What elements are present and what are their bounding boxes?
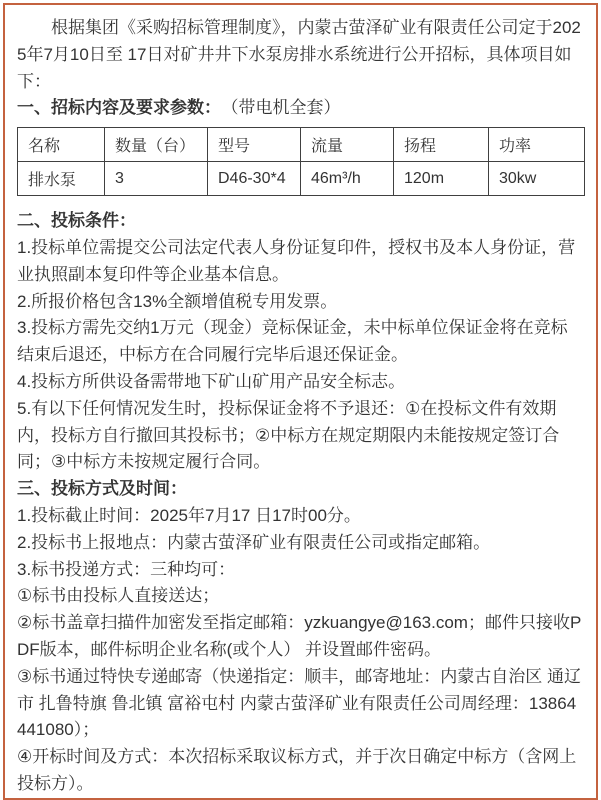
section1-heading <box>17 95 584 122</box>
document-page <box>3 3 598 800</box>
section2-item-2: 2.所报价格包含13%全额增值税专用发票。 <box>17 291 338 311</box>
intro-paragraph: 根据集团《采购招标管理制度》，内蒙古萤泽矿业有限责任公司定于2025年7月10日至 17日对矿井井下水泵房排水系统进行公开招标，具体项目如下： <box>17 18 581 91</box>
table-header-quantity: 数量（台） <box>105 128 208 162</box>
cell-head: 120m <box>394 162 489 196</box>
table-header-name: 名称 <box>18 128 105 162</box>
section3-item-delivery-1: ①标书由投标人直接送达； <box>17 586 220 606</box>
cell-flow: 46m³/h <box>301 162 394 196</box>
table-header-row <box>18 128 585 162</box>
cell-power: 30kw <box>489 162 585 196</box>
table-header-flow: 流量 <box>301 128 394 162</box>
spec-table <box>17 127 585 196</box>
section2-item-3: 3.投标方需先交纳1万元（现金）竞标保证金，未中标单位保证金将在竞标结束后退还，中标方在合同履行完毕后退还保证金。 <box>17 318 568 365</box>
section2-item-5: 5.有以下任何情况发生时，投标保证金将不予退还：①在投标文件有效期内，投标方自行撤回其投标书；②中标方在规定期限内未能按规定签订合同；③中标方未按规定履行合同。 <box>17 398 560 472</box>
section1-heading-text: 一、招标内容及要求参数： <box>17 98 221 118</box>
section3-item-delivery-3: ③标书通过特快专递邮寄（快递指定：顺丰，邮寄地址：内蒙古自治区 通辽市 扎鲁特旗 鲁北镇 富裕屯村 内蒙古萤泽矿业有限责任公司周经理：13864441080）； <box>17 666 581 740</box>
section2-heading: 二、投标条件： <box>17 211 136 231</box>
table-header-head: 扬程 <box>394 128 489 162</box>
table-header-power: 功率 <box>489 128 585 162</box>
section3-heading: 三、投标方式及时间： <box>17 479 187 499</box>
section3-item-3: 3.标书投递方式：三种均可： <box>17 559 236 579</box>
section1-heading-suffix: （带电机全套） <box>230 98 341 118</box>
table-row <box>18 162 585 196</box>
cell-model: D46-30*4 <box>208 162 301 196</box>
cell-quantity: 3 <box>105 162 208 196</box>
section2-item-4: 4.投标方所供设备需带地下矿山矿用产品安全标志。 <box>17 371 406 391</box>
section3-item-delivery-2: ②标书盖章扫描件加密发至指定邮箱：yzkuangye@163.com；邮件只接收PDF版本，邮件标明企业名称(或个人） 并设置邮件密码。 <box>17 613 582 659</box>
section2-item-1: 1.投标单位需提交公司法定代表人身份证复印件，授权书及本人身份证，营业执照副本复印件等企业基本信息。 <box>17 237 576 284</box>
section3-item-2: 2.投标书上报地点：内蒙古萤泽矿业有限责任公司或指定邮箱。 <box>17 532 491 552</box>
section3-item-opening: ④开标时间及方式：本次招标采取议标方式，并于次日确定中标方（含网上投标方）。 <box>17 747 577 793</box>
table-header-model: 型号 <box>208 128 301 162</box>
cell-name: 排水泵 <box>18 162 105 196</box>
section3-item-1: 1.投标截止时间：2025年7月17 日17时00分。 <box>17 505 361 525</box>
